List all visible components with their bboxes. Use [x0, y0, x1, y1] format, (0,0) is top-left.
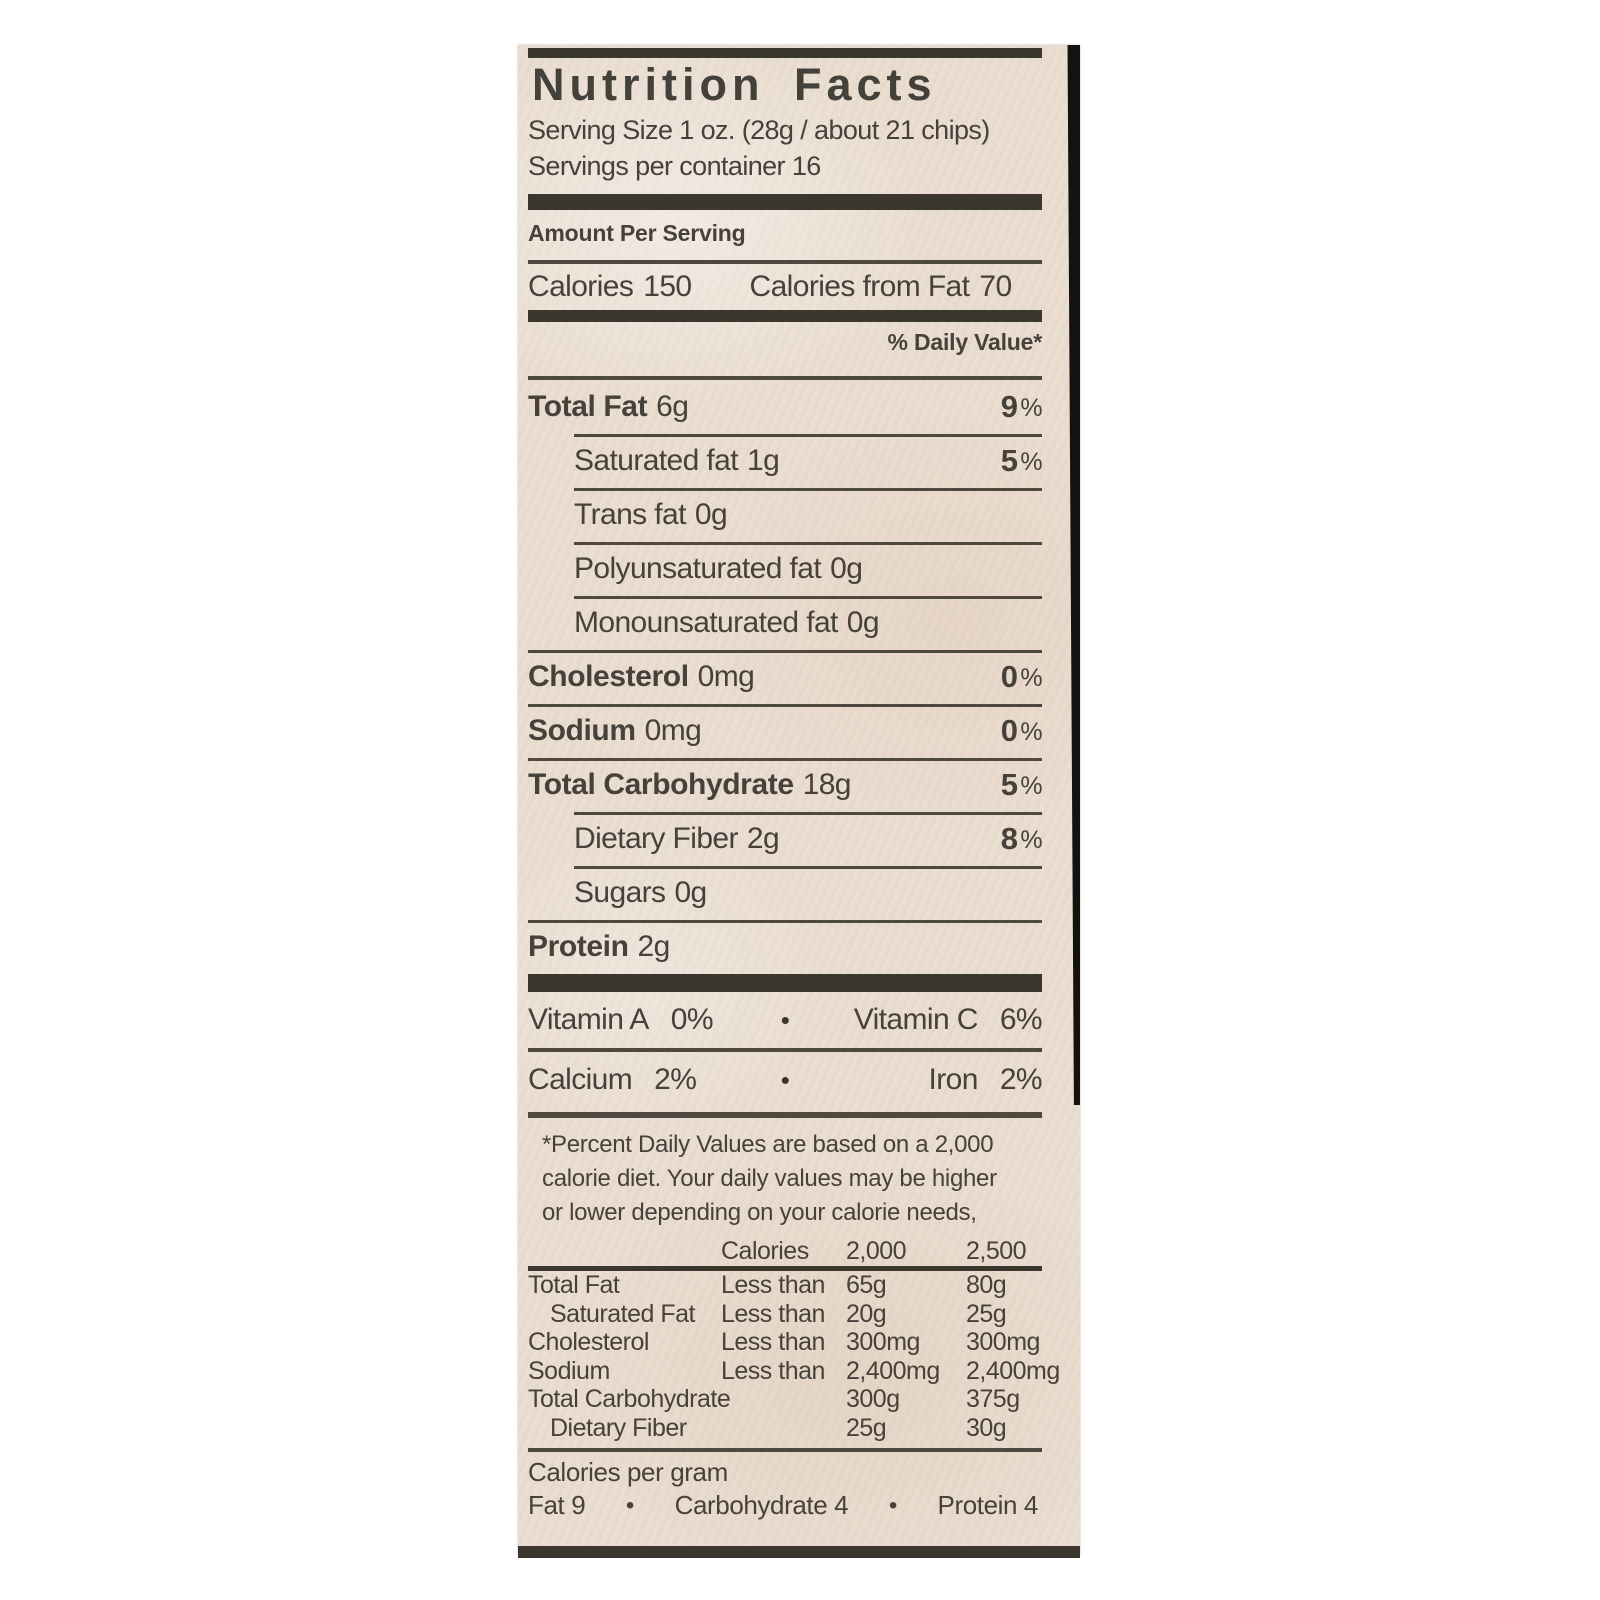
- nutrient-row-dietary-fiber: [528, 812, 1042, 866]
- nutrient-name: Sodium: [528, 714, 636, 747]
- nutrient-name: Trans fat: [574, 498, 686, 531]
- servings-per-container: Servings per container 16: [528, 151, 821, 181]
- table-row: [528, 1300, 1042, 1329]
- table-row: [528, 1414, 1042, 1443]
- nutrient-amount: 0mg: [644, 714, 702, 747]
- table-header-cell: Calories: [721, 1237, 809, 1265]
- table-cell: Dietary Fiber: [550, 1413, 687, 1442]
- dv-number: 0: [1000, 659, 1018, 694]
- table-cell: 300mg: [966, 1328, 1040, 1356]
- table-cell: 2,400mg: [966, 1356, 1060, 1385]
- nutrient-name: Dietary Fiber: [574, 822, 738, 855]
- table-cell: Less than: [721, 1356, 825, 1385]
- nutrient-name: Total Fat: [528, 390, 648, 423]
- dv-number: 9: [1000, 389, 1018, 424]
- nutrient-name: Cholesterol: [528, 660, 689, 693]
- table-row: [528, 1385, 1042, 1414]
- table-cell: Cholesterol: [528, 1328, 649, 1356]
- nutrient-name: Protein: [528, 930, 629, 963]
- nutrient-row-trans-fat: [528, 488, 1042, 542]
- nutrient-daily-value: [1001, 821, 1042, 857]
- serving-size: Serving Size 1 oz. (28g / about 21 chips): [528, 115, 990, 145]
- vitamin-left: [528, 1003, 765, 1037]
- table-cell: [721, 1385, 846, 1414]
- section-bar: [528, 310, 1042, 322]
- table-cell: 20g: [846, 1299, 887, 1328]
- nutrient-name: Sugars: [574, 876, 666, 909]
- table-cell: 25g: [966, 1299, 1007, 1328]
- cpg-value: 4: [834, 1490, 849, 1520]
- nutrient-amount: 1g: [746, 444, 780, 477]
- bullet-separator: •: [780, 1064, 790, 1095]
- table-cell: Less than: [721, 1299, 825, 1328]
- table-cell: Total Fat: [528, 1271, 620, 1299]
- cpg-name: Carbohydrate: [674, 1490, 828, 1520]
- section-bar: [528, 974, 1042, 992]
- dv-number: 5: [1000, 443, 1018, 478]
- table-cell: 300mg: [846, 1328, 920, 1356]
- vitamin-right: [805, 1063, 1042, 1097]
- cpg-value: 4: [1023, 1490, 1038, 1520]
- nutrient-row-monounsaturated-fat: [528, 596, 1042, 650]
- nutrient-daily-value: [1001, 767, 1042, 803]
- nutrient-row-sodium: [528, 704, 1042, 758]
- calories-per-gram-row: [528, 1489, 1042, 1522]
- table-cell: Less than: [721, 1328, 825, 1356]
- nutrition-label: [518, 45, 1080, 1555]
- divider-rule: [528, 1112, 1042, 1118]
- table-cell: Sodium: [528, 1356, 610, 1385]
- table-cell: 65g: [846, 1271, 887, 1299]
- nutrient-daily-value: [1001, 443, 1042, 479]
- calories-from-fat-label: Calories from Fat: [749, 270, 970, 303]
- nutrient-name: Total Carbohydrate: [528, 768, 794, 801]
- bullet-separator: •: [888, 1492, 897, 1519]
- footnote-line: or lower depending on your calorie needs,: [542, 1199, 977, 1226]
- calories-from-fat-value: 70: [979, 270, 1012, 303]
- bullet-separator: •: [625, 1492, 634, 1519]
- vitamin-value: 2%: [654, 1063, 697, 1096]
- nutrient-daily-value: [1001, 389, 1042, 425]
- dv-percent-sign: %: [1020, 394, 1042, 422]
- vitamin-left: [528, 1063, 765, 1097]
- table-cell: 80g: [966, 1271, 1007, 1299]
- nutrient-row-protein: [528, 920, 1042, 974]
- dv-percent-sign: %: [1020, 448, 1042, 476]
- nutrient-daily-value: [1001, 659, 1042, 695]
- vitamin-name: Vitamin C: [853, 1003, 978, 1036]
- dv-percent-sign: %: [1020, 772, 1042, 800]
- table-header-row: [528, 1236, 1042, 1266]
- table-row: [528, 1328, 1042, 1357]
- table-cell: 30g: [966, 1413, 1007, 1442]
- vitamin-value: 0%: [670, 1003, 713, 1036]
- vitamin-value: 2%: [999, 1063, 1042, 1096]
- top-border-bar: [528, 48, 1042, 58]
- footnote-line: calorie diet. Your daily values may be higher: [542, 1165, 997, 1192]
- cpg-item: [938, 1489, 1038, 1522]
- cpg-value: 9: [571, 1490, 586, 1520]
- calories-row: [528, 264, 1042, 310]
- table-header-cell: 2,500: [966, 1237, 1027, 1265]
- table-cell: Saturated Fat: [550, 1299, 695, 1328]
- table-row: [528, 1271, 1042, 1300]
- table-header-cell: 2,000: [846, 1237, 907, 1265]
- nutrient-name: Polyunsaturated fat: [574, 552, 822, 585]
- nutrient-name: Saturated fat: [574, 444, 738, 477]
- table-cell: 25g: [846, 1413, 887, 1442]
- nutrient-amount: 2g: [746, 822, 780, 855]
- nutrient-row-saturated-fat: [528, 434, 1042, 488]
- nutrient-row-total-carbohydrate: [528, 758, 1042, 812]
- nutrient-amount: 0g: [674, 876, 707, 909]
- table-cell: 375g: [966, 1385, 1020, 1413]
- dv-percent-sign: %: [1020, 718, 1042, 746]
- nutrient-amount: 0g: [830, 552, 863, 585]
- table-cell: Less than: [721, 1271, 825, 1299]
- nutrient-row-total-fat: [528, 380, 1042, 434]
- bullet-separator: •: [780, 1004, 790, 1035]
- table-header-cell: [528, 1236, 721, 1266]
- daily-values-table: [528, 1236, 1060, 1442]
- table-cell: 300g: [846, 1385, 900, 1413]
- nutrient-amount: 0g: [694, 498, 728, 531]
- bottom-border-bar: [518, 1546, 1080, 1558]
- nutrient-amount: 6g: [656, 390, 689, 423]
- nutrient-row-polyunsaturated-fat: [528, 542, 1042, 596]
- vitamin-name: Iron: [928, 1063, 978, 1096]
- cpg-name: Protein: [937, 1490, 1018, 1520]
- calories-per-gram-title: Calories per gram: [528, 1457, 728, 1487]
- dv-number: 5: [1000, 767, 1018, 802]
- dv-number: 0: [1000, 713, 1018, 748]
- cpg-item: [675, 1489, 849, 1522]
- table-cell: Total Carbohydrate: [528, 1385, 731, 1413]
- nutrient-row-cholesterol: [528, 650, 1042, 704]
- label-content: [518, 48, 1080, 1558]
- divider-rule: [528, 1448, 1042, 1452]
- nutrient-amount: 18g: [802, 768, 851, 801]
- amount-per-serving: Amount Per Serving: [528, 220, 746, 246]
- vitamin-name: Vitamin A: [528, 1003, 649, 1036]
- nutrient-name: Monounsaturated fat: [574, 606, 838, 639]
- dv-number: 8: [1000, 821, 1018, 856]
- calories-label: Calories: [528, 270, 634, 303]
- table-row: [528, 1356, 1060, 1386]
- vitamin-row-calcium-iron: [528, 1052, 1042, 1108]
- nutrient-amount: 0mg: [697, 660, 755, 693]
- nutrient-amount: 0g: [846, 606, 879, 639]
- cpg-name: Fat: [528, 1490, 565, 1520]
- daily-value-header: % Daily Value*: [887, 329, 1042, 355]
- nutrient-daily-value: [1001, 713, 1042, 749]
- nutrient-row-sugars: [528, 866, 1042, 920]
- table-cell: [721, 1414, 846, 1443]
- dv-percent-sign: %: [1020, 664, 1042, 692]
- calories-value: 150: [643, 270, 692, 303]
- nutrient-amount: 2g: [637, 930, 670, 963]
- section-bar: [528, 194, 1042, 210]
- vitamin-row-a-c: [528, 992, 1042, 1048]
- vitamin-right: [805, 1003, 1042, 1037]
- footnote-line: *Percent Daily Values are based on a 2,000: [542, 1131, 994, 1158]
- calories-per-gram-section: [528, 1456, 1042, 1522]
- cpg-item: [528, 1489, 585, 1522]
- label-title: Nutrition Facts: [532, 59, 937, 110]
- vitamin-name: Calcium: [528, 1063, 633, 1096]
- vitamin-value: 6%: [999, 1003, 1042, 1036]
- daily-value-footnote: [528, 1128, 1042, 1230]
- table-cell: 2,400mg: [846, 1356, 940, 1385]
- dv-percent-sign: %: [1020, 826, 1042, 854]
